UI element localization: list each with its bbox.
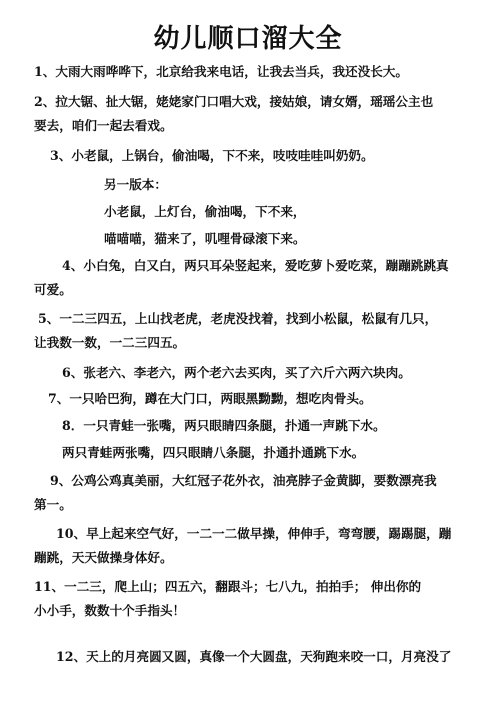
line-10: 5、一二三四五，上山找老虎，老虎没找着，找到小松鼠，松鼠有几只， <box>38 311 438 326</box>
line-1: 1、大雨大雨哗哗下，北京给我来电话，让我去当兵，我还没长大。 <box>34 64 408 79</box>
line-15: 两只青蛙两张嘴，四只眼睛八条腿，扑通扑通跳下水。 <box>62 445 365 460</box>
line-9: 可爱。 <box>34 282 72 297</box>
line-3: 要去，咱们一起去看戏。 <box>34 118 173 133</box>
line-8: 4、小白兔，白又白，两只耳朵竖起来，爱吃萝卜爱吃菜，蹦蹦跳跳真 <box>62 258 449 273</box>
line-22: 12、天上的月亮圆又圆，真像一个大圆盘，天狗跑来咬一口，月亮没了 <box>56 649 452 664</box>
line-21: 小小手，数数十个手指头！ <box>34 603 186 618</box>
line-19: 蹦跳，天天做操身体好。 <box>34 550 173 565</box>
line-7: 喵喵喵，猫来了，叽哩骨碌滚下来。 <box>104 231 306 246</box>
line-18: 10、早上起来空气好，一二一二做早操，伸伸手，弯弯腰，踢踢腿，蹦 <box>56 526 452 541</box>
line-2: 2、拉大锯、扯大锯，姥姥家门口唱大戏，接姑娘，请女婿，瑶瑶公主也 <box>34 94 434 109</box>
line-17: 第一。 <box>34 497 72 512</box>
line-16: 9、公鸡公鸡真美丽，大红冠子花外衣，油亮脖子金黄脚，要数漂亮我 <box>50 473 437 488</box>
line-11: 让我数一数，一二三四五。 <box>34 335 186 350</box>
line-12: 6、张老六、李老六，两个老六去买肉，买了六斤六两六块肉。 <box>62 365 411 380</box>
line-14: 8．一只青蛙一张嘴，两只眼睛四条腿，扑通一声跳下水。 <box>62 418 386 433</box>
line-6: 小老鼠，上灯台，偷油喝，下不来， <box>104 204 306 219</box>
line-5: 另一版本： <box>104 177 167 192</box>
line-4: 3、小老鼠，上锅台，偷油喝，下不来，吱吱哇哇叫奶奶。 <box>50 148 374 163</box>
document-title: 幼儿顺口溜大全 <box>153 24 343 54</box>
line-20: 11、一二三，爬上山；四五六，翻跟斗；七八九，拍拍手； 伸出你的 <box>34 579 422 594</box>
line-13: 7、一只哈巴狗，蹲在大门口，两眼黑黝黝，想吃肉骨头。 <box>48 391 372 406</box>
